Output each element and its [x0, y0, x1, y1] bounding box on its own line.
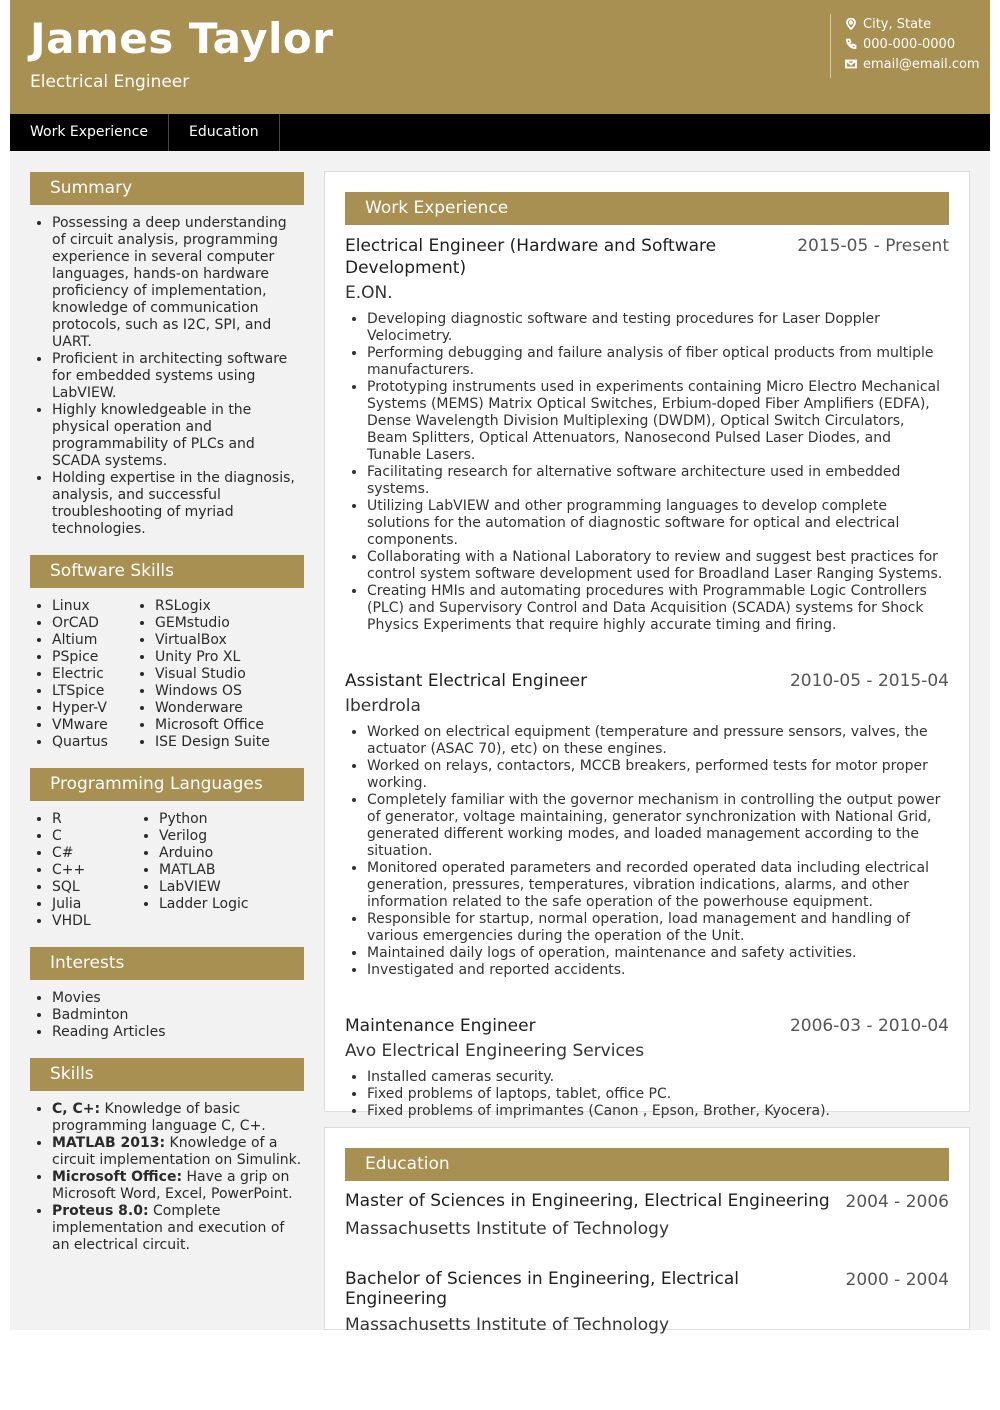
envelope-icon: [845, 58, 857, 70]
summary-section: [30, 172, 304, 538]
list-item: • C#: [52, 845, 137, 862]
list-item: • Badminton: [52, 1007, 304, 1024]
degree-years: 2000 - 2004: [845, 1270, 949, 1290]
nav-work-experience[interactable]: Work Experience: [10, 114, 169, 151]
work-experience-card: [324, 171, 970, 1119]
list-item: • Arduino: [159, 845, 249, 862]
list-item: • Facilitating research for alternative software architecture used in embedded systems.: [367, 464, 949, 498]
list-item: • Completely familiar with the governor mechanism in controlling the output power of generator, voltage maintaining, generator synchronization with National Grid, generated different working modes, and loaded management according to the situation.: [367, 792, 949, 860]
contact-phone: [845, 34, 980, 54]
list-item: [52, 1101, 304, 1135]
list-item: • Collaborating with a National Laboratory to review and suggest best practices for control system software development used for Broadland Laser Ranging Systems.: [367, 549, 949, 583]
list-item: • Fixed problems of laptops, tablet, office PC.: [367, 1086, 949, 1103]
sidebar: [30, 172, 304, 1271]
job-entry: [345, 1015, 949, 1120]
education-entry: [345, 1191, 949, 1239]
list-item: • Fixed problems of imprimantes (Canon , Epson, Brother, Kyocera).: [367, 1103, 949, 1120]
list-item: • Ladder Logic: [159, 896, 249, 913]
degree-title: Bachelor of Sciences in Engineering, Electrical Engineering: [345, 1269, 739, 1309]
job-date: 2015-05 - Present: [797, 236, 949, 256]
job-date: 2006-03 - 2010-04: [789, 1016, 949, 1036]
list-item: • Developing diagnostic software and testing procedures for Laser Doppler Velocimetry.: [367, 311, 949, 345]
list-item: • Performing debugging and failure analysis of fiber optical products from multiple manufacturers.: [367, 345, 949, 379]
list-item: • MATLAB: [159, 862, 249, 879]
list-item: • Responsible for startup, normal operation, load management and handling of various emergencies during the operation of the Unit.: [367, 911, 949, 945]
skills-list: [30, 1101, 304, 1254]
contact-info: [830, 14, 980, 78]
list-item: [52, 1203, 304, 1254]
list-item: [52, 1169, 304, 1203]
location-text: City, State: [863, 16, 932, 32]
phone-icon: [845, 38, 857, 50]
list-item: • Reading Articles: [52, 1024, 304, 1041]
header: [10, 0, 990, 114]
list-item: • Wonderware: [155, 700, 270, 717]
skills-heading: Skills: [30, 1058, 304, 1091]
interests-heading: Interests: [30, 947, 304, 980]
job-title: Maintenance Engineer: [345, 1016, 536, 1036]
summary-heading: Summary: [30, 172, 304, 205]
list-item: • VirtualBox: [155, 632, 270, 649]
school-name: Massachusetts Institute of Technology: [345, 1315, 670, 1335]
list-item: • Worked on relays, contactors, MCCB breakers, performed tests for motor proper working.: [367, 758, 949, 792]
list-item: • C: [52, 828, 137, 845]
list-item: • VMware: [52, 717, 133, 734]
job-title: Assistant Electrical Engineer: [345, 671, 588, 691]
education-heading: Education: [345, 1148, 949, 1181]
skill-desc: Knowledge of a circuit implementation on Simulink.: [52, 1135, 302, 1168]
list-item: • Visual Studio: [155, 666, 270, 683]
list-item: • Worked on electrical equipment (temperature and pressure sensors, valves, the actuator (ASAC 70), etc) on these engines.: [367, 724, 949, 758]
list-item: • Creating HMIs and automating procedures with Programmable Logic Controllers (PLC) and Supervisory Control and Data Acquisition (SCADA) systems for Shock Physics Experiments that require highly accurate timing and firing.: [367, 583, 949, 634]
list-item: • LTSpice: [52, 683, 133, 700]
list-item: • RSLogix: [155, 598, 270, 615]
skill-desc: Have a grip on Microsoft Word, Excel, PowerPoint.: [52, 1169, 293, 1202]
person-name: James Taylor: [30, 14, 334, 63]
list-item: [52, 1135, 304, 1169]
list-item: • Julia: [52, 896, 137, 913]
programming-languages-heading: Programming Languages: [30, 768, 304, 801]
programming-languages-section: [30, 768, 304, 930]
software-skills-col2: [133, 598, 270, 751]
list-item: • Prototyping instruments used in experiments containing Micro Electro Mechanical Systems (MEMS) Matrix Optical Switches, Erbium-doped Fiber Amplifiers (EDFA), Dense Wavelength Division Multiplexing (DWDM), Optical Switch Circulators, Beam Splitters, Optical Attenuators, Nanosecond Pulsed Laser Diodes, and Tunable Lasers.: [367, 379, 949, 464]
company-name: Iberdrola: [345, 696, 421, 716]
job-role: Electrical Engineer: [30, 72, 190, 92]
job-bullets: [345, 311, 949, 634]
list-item: • Installed cameras security.: [367, 1069, 949, 1086]
interests-section: [30, 947, 304, 1041]
education-card: [324, 1127, 970, 1335]
programming-col2: [137, 811, 249, 930]
company-name: E.ON.: [345, 283, 393, 303]
list-item: • Holding expertise in the diagnosis, analysis, and successful troubleshooting of myriad technologies.: [52, 470, 304, 538]
list-item: • Quartus: [52, 734, 133, 751]
skill-name: Microsoft Office:: [52, 1169, 183, 1185]
section-nav: [10, 114, 990, 151]
list-item: • Unity Pro XL: [155, 649, 270, 666]
degree-years: 2004 - 2006: [845, 1192, 949, 1212]
job-entry: [345, 670, 949, 979]
degree-title: Master of Sciences in Engineering, Electrical Engineering: [345, 1191, 830, 1211]
job-bullets: [345, 724, 949, 979]
programming-col1: [30, 811, 137, 930]
resume-page: [10, 0, 990, 1335]
work-experience-heading: Work Experience: [345, 192, 949, 225]
location-pin-icon: [845, 18, 857, 30]
list-item: • Linux: [52, 598, 133, 615]
list-item: • OrCAD: [52, 615, 133, 632]
list-item: • R: [52, 811, 137, 828]
list-item: • Movies: [52, 990, 304, 1007]
company-name: Avo Electrical Engineering Services: [345, 1041, 645, 1061]
summary-list: [30, 215, 304, 538]
contact-email[interactable]: [845, 54, 980, 74]
list-item: • Proficient in architecting software for embedded systems using LabVIEW.: [52, 351, 304, 402]
list-item: • Microsoft Office: [155, 717, 270, 734]
software-skills-section: [30, 555, 304, 751]
list-item: • Investigated and reported accidents.: [367, 962, 949, 979]
list-item: • C++: [52, 862, 137, 879]
skill-name: Proteus 8.0:: [52, 1203, 149, 1219]
software-skills-heading: Software Skills: [30, 555, 304, 588]
skill-name: C, C+:: [52, 1101, 101, 1117]
list-item: • Windows OS: [155, 683, 270, 700]
list-item: • Monitored operated parameters and recorded operated data including electrical generation, pressures, temperatures, vibration indications, alarms, and other information related to the safe operation of the powerhouse equipment.: [367, 860, 949, 911]
skills-section: [30, 1058, 304, 1254]
list-item: • ISE Design Suite: [155, 734, 270, 751]
job-date: 2010-05 - 2015-04: [789, 671, 949, 691]
list-item: • Hyper-V: [52, 700, 133, 717]
list-item: • LabVIEW: [159, 879, 249, 896]
school-name: Massachusetts Institute of Technology: [345, 1219, 670, 1239]
interests-list: [30, 990, 304, 1041]
list-item: • Verilog: [159, 828, 249, 845]
skill-desc: Knowledge of basic programming language C, C+.: [52, 1101, 266, 1134]
list-item: • Electric: [52, 666, 133, 683]
contact-location: [845, 14, 980, 34]
job-title: Electrical Engineer (Hardware and Software Development): [345, 236, 717, 278]
job-entry: [345, 235, 949, 634]
skill-name: MATLAB 2013:: [52, 1135, 166, 1151]
list-item: • Utilizing LabVIEW and other programming languages to develop complete solutions for the automation of diagnostic software for optical and electrical components.: [367, 498, 949, 549]
list-item: • GEMstudio: [155, 615, 270, 632]
list-item: • Python: [159, 811, 249, 828]
education-entry: [345, 1269, 949, 1335]
nav-education[interactable]: Education: [169, 114, 280, 151]
list-item: • VHDL: [52, 913, 137, 930]
list-item: • Maintained daily logs of operation, maintenance and safety activities.: [367, 945, 949, 962]
skill-desc: Complete implementation and execution of an electrical circuit.: [52, 1203, 285, 1253]
list-item: • PSpice: [52, 649, 133, 666]
list-item: • Highly knowledgeable in the physical operation and programmability of PLCs and SCADA systems.: [52, 402, 304, 470]
email-text[interactable]: email@email.com: [863, 56, 980, 72]
list-item: • Altium: [52, 632, 133, 649]
phone-text: 000-000-0000: [863, 36, 956, 52]
job-bullets: [345, 1069, 949, 1120]
list-item: • SQL: [52, 879, 137, 896]
software-skills-col1: [30, 598, 133, 751]
list-item: • Possessing a deep understanding of circuit analysis, programming experience in several computer languages, hands-on hardware proficiency of implementation, knowledge of communication protocols, such as I2C, SPI, and UART.: [52, 215, 304, 351]
